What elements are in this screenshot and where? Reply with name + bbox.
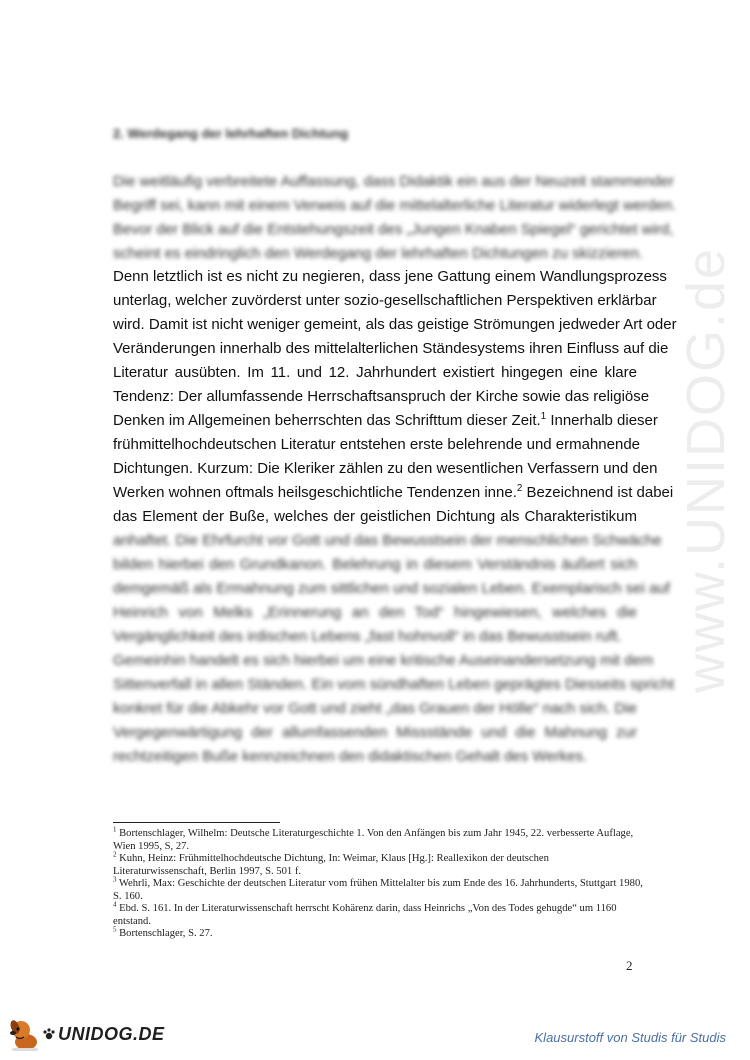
text-line: Heinrich von Melks „Erinnerung an den Tod“ hingewiesen, welches die	[113, 604, 637, 621]
footnote-number: 2	[113, 851, 117, 859]
blurred-paragraph-top	[113, 170, 677, 266]
footnote-number: 4	[113, 901, 117, 909]
text-line: konkret für die Abkehr vor Gott und zieht „das Grauen der Hölle“ nach sich. Die	[113, 700, 637, 717]
footnote	[113, 928, 643, 941]
footnote-text: Bortenschlager, Wilhelm: Deutsche Literaturgeschichte 1. Von den Anfängen bis zum Jahr 1945, 22. verbesserte Auflage, Wien 1995, S, 27.	[113, 828, 634, 852]
text-fragment: Werken wohnen oftmals heilsgeschichtliche Tendenzen inne.	[113, 484, 517, 501]
footnote-number: 3	[113, 876, 117, 884]
text-line: unterlag, welcher zuvörderst unter sozio-gesellschaftlichen Perspektiven erklärbar	[113, 292, 657, 309]
footnote-ref[interactable]: 2	[516, 483, 523, 494]
footnote-number: 5	[113, 926, 117, 934]
footnote	[113, 828, 643, 853]
text-line: Veränderungen innerhalb des mittelalterlichen Ständesystems ihren Einfluss auf die	[113, 340, 669, 357]
watermark: www.UNIDOG.de	[676, 246, 736, 694]
text-line: Vergegenwärtigung der allumfassenden Missstände und die Mahnung zur	[113, 724, 637, 741]
text-line: Vergänglichkeit des irdischen Lebens „fast hohnvoll“ in das Bewusstsein ruft.	[113, 628, 622, 645]
text-line: anhaftet. Die Ehrfurcht vor Gott und das Bewusstsein der menschlichen Schwäche	[113, 532, 662, 549]
section-heading: 2. Werdegang der lehrhaften Dichtung	[113, 126, 349, 141]
text-line: Denn letztlich ist es nicht zu negieren, dass jene Gattung einem Wandlungsprozess	[113, 268, 667, 285]
dog-mascot-icon	[8, 1015, 42, 1053]
text-line: Die weitläufig verbreitete Auffassung, dass Didaktik ein aus der Neuzeit stammender	[113, 173, 674, 190]
paw-icon	[42, 1027, 56, 1041]
text-line: Sittenverfall in allen Ständen. Ein vom sündhaften Leben geprägtes Diesseits spricht	[113, 676, 675, 693]
text-line: Begriff sei, kann mit einem Verweis auf die mittelalterliche Literatur widerlegt werden.	[113, 197, 677, 214]
footnotes	[113, 828, 643, 941]
text-line	[113, 409, 658, 433]
footnote-text: Bortenschlager, S. 27.	[119, 928, 213, 939]
text-fragment: Innerhalb dieser	[546, 412, 658, 429]
footnote	[113, 853, 643, 878]
footnote-text: Kuhn, Heinz: Frühmittelhochdeutsche Dichtung, In: Weimar, Klaus [Hg.]: Reallexikon der deutschen Literaturwissenschaft, Berlin 1997, S. 501 f.	[113, 853, 549, 877]
footer-slogan: Klausurstoff von Studis für Studis	[534, 1030, 726, 1045]
footnote	[113, 903, 643, 928]
text-line: Literatur ausübten. Im 11. und 12. Jahrhundert existiert hingegen eine klare	[113, 364, 637, 381]
text-line: wird. Damit ist nicht weniger gemeint, als das geistige Strömungen jedweder Art oder	[113, 316, 677, 333]
text-fragment: Denken im Allgemeinen beherrschten das Schrifttum dieser Zeit.	[113, 412, 541, 429]
footnote-divider	[113, 822, 280, 823]
footnote	[113, 878, 643, 903]
blurred-paragraph-bottom	[113, 529, 675, 769]
footnote-ref[interactable]: 1	[540, 411, 547, 422]
text-fragment: Bezeichnend ist dabei	[522, 484, 674, 501]
page-number: 2	[626, 958, 633, 973]
text-line: demgemäß als Ermahnung zum sittlichen und sozialen Leben. Exemplarisch sei auf	[113, 580, 670, 597]
text-line	[113, 481, 674, 505]
unidog-logo[interactable]	[8, 1014, 165, 1054]
footnote-number: 1	[113, 826, 117, 834]
text-line: bilden hierbei den Grundkanon. Belehrung in diesem Verständnis äußert sich	[113, 556, 637, 573]
text-line: das Element der Buße, welches der geistlichen Dichtung als Charakteristikum	[113, 508, 637, 525]
text-line: Tendenz: Der allumfassende Herrschaftsanspruch der Kirche sowie das religiöse	[113, 388, 650, 405]
footnote-text: Wehrli, Max: Geschichte der deutschen Literatur vom frühen Mittelalter bis zum Ende des 16. Jahrhunderts, Stuttgart 1980, S. 160.	[113, 878, 643, 902]
footnote-text: Ebd. S. 161. In der Literaturwissenschaft herrscht Kohärenz darin, dass Heinrichs „Von des Todes gehugde“ um 1160 entstand.	[113, 903, 617, 927]
text-line: frühmittelhochdeutschen Literatur entstehen erste belehrende und ermahnende	[113, 436, 641, 453]
text-line: scheint es eindringlich den Werdegang der lehrhaften Dichtungen zu skizzieren.	[113, 245, 644, 262]
text-line: Bevor der Blick auf die Entstehungszeit des „Jungen Knaben Spiegel“ gerichtet wird,	[113, 221, 674, 238]
clear-paragraph	[113, 265, 677, 529]
text-line: Gemeinhin handelt es sich hierbei um eine kritische Auseinandersetzung mit dem	[113, 652, 654, 669]
text-line: Dichtungen. Kurzum: Die Kleriker zählen zu den wesentlichen Verfassern und den	[113, 460, 658, 477]
text-line: rechtzeitigen Buße kennzeichnen den didaktischen Gehalt des Werkes.	[113, 748, 588, 765]
logo-text: UNIDOG.DE	[58, 1023, 165, 1044]
